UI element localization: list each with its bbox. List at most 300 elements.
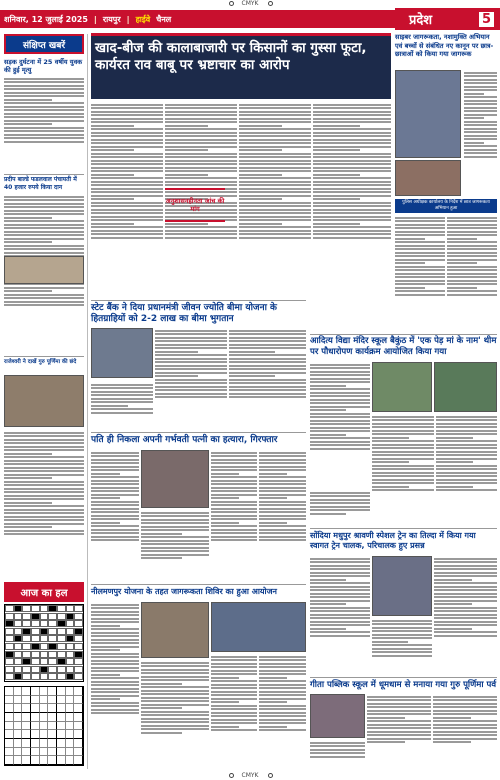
text-line [310, 624, 370, 626]
text-line [91, 139, 163, 141]
sudoku-cell [14, 704, 23, 713]
sudoku-cell [14, 730, 23, 739]
text-line [436, 447, 497, 449]
sudoku-cell [31, 730, 40, 739]
sudoku-cell [66, 756, 75, 765]
text-line [259, 511, 306, 513]
text-line [447, 273, 497, 275]
text-line [372, 651, 432, 653]
text-line [239, 237, 311, 239]
text-line [259, 670, 306, 672]
text-line [313, 191, 391, 193]
text-line [141, 665, 209, 667]
text-line [395, 283, 445, 285]
text-line [239, 107, 311, 109]
text-line [367, 734, 431, 736]
story-4-col-3 [211, 450, 257, 580]
brief-title-box [4, 34, 84, 54]
text-line [464, 138, 497, 140]
text-line [464, 107, 497, 109]
text-line [372, 447, 434, 449]
sudoku-cell [57, 748, 66, 757]
text-line [4, 470, 84, 472]
story-7-photo [310, 694, 365, 738]
story-6-col-4 [259, 654, 306, 766]
text-line [259, 729, 306, 731]
text-line [310, 448, 370, 450]
text-line [4, 248, 84, 250]
text-line [91, 628, 139, 630]
story-7-col-1 [310, 740, 365, 766]
text-line [259, 705, 306, 707]
text-line [165, 118, 237, 120]
text-line [4, 304, 84, 306]
right-top-headline: साइबर जागरूकता, नशामुक्ति अभियान एवं बच्चों से संबंधित नए कानून पर छात्र-छात्राओं को किया गया जागरूक [395, 33, 494, 58]
text-line [259, 659, 306, 661]
text-line [259, 518, 306, 520]
text-line [464, 110, 497, 112]
text-line [239, 170, 311, 172]
text-line [239, 233, 311, 235]
sudoku-cell [66, 722, 75, 731]
text-line [91, 660, 139, 662]
text-line [165, 160, 237, 162]
text-line [395, 234, 445, 236]
text-line [229, 330, 306, 332]
text-line [313, 107, 391, 109]
text-line [313, 198, 360, 200]
text-line [91, 121, 163, 123]
text-line [313, 167, 391, 169]
sudoku-cell [74, 704, 83, 713]
sudoku-cell [31, 722, 40, 731]
text-line [433, 696, 497, 698]
story-6-photo-2 [211, 602, 306, 652]
text-line [259, 698, 306, 700]
registration-mark [268, 773, 273, 778]
text-line [372, 489, 434, 491]
text-line [165, 111, 237, 113]
sudoku-cell [74, 713, 83, 722]
text-line [211, 525, 257, 527]
text-line [434, 593, 497, 595]
text-line [4, 290, 52, 292]
text-line [464, 117, 484, 119]
text-line [4, 137, 84, 139]
text-line [91, 469, 139, 471]
text-line [155, 379, 227, 381]
text-line [91, 118, 163, 120]
text-line [91, 522, 120, 524]
text-line [433, 720, 497, 722]
text-line [259, 487, 306, 489]
text-line [141, 526, 209, 528]
text-line [313, 202, 391, 204]
text-line [91, 677, 139, 679]
text-line [4, 106, 84, 108]
text-line [4, 463, 84, 465]
text-line [229, 379, 306, 381]
text-line [434, 631, 497, 633]
text-line [155, 396, 227, 398]
text-line [464, 114, 497, 116]
text-line [259, 532, 306, 534]
text-line [91, 459, 139, 461]
text-line [211, 677, 239, 679]
text-line [372, 648, 432, 650]
text-line [211, 708, 257, 710]
text-line [372, 440, 434, 442]
text-line [464, 121, 497, 123]
text-line [367, 717, 405, 719]
text-line [229, 368, 306, 370]
text-line [91, 455, 139, 457]
text-line [211, 532, 257, 534]
divider [310, 677, 497, 678]
text-line [395, 287, 425, 289]
text-line [433, 741, 471, 743]
text-line [239, 139, 311, 141]
text-line [313, 195, 391, 197]
text-line [313, 233, 391, 235]
text-line [229, 333, 306, 335]
text-line [91, 394, 153, 396]
text-line [239, 191, 311, 193]
text-line [91, 163, 163, 165]
text-line [313, 177, 391, 179]
text-line [464, 103, 497, 105]
text-line [313, 121, 391, 123]
text-line [464, 100, 497, 102]
text-line [372, 437, 409, 439]
text-line [434, 579, 472, 581]
text-line [4, 488, 84, 490]
text-line [91, 539, 139, 541]
text-line [259, 691, 306, 693]
text-line [310, 752, 365, 754]
text-line [313, 205, 391, 207]
text-line [239, 132, 311, 134]
story-3-photo-1 [372, 362, 432, 412]
text-line [259, 694, 306, 696]
text-line [91, 184, 163, 186]
text-line [229, 354, 306, 356]
text-line [310, 617, 370, 619]
text-line [259, 719, 306, 721]
text-line [4, 234, 84, 236]
brief-3-photo [4, 375, 84, 427]
sudoku-cell [66, 713, 75, 722]
text-line [434, 600, 497, 602]
text-line [4, 252, 84, 254]
section-tab [395, 8, 500, 30]
text-line [434, 624, 497, 626]
text-line [211, 666, 257, 668]
text-line [91, 497, 120, 499]
text-line [91, 384, 153, 386]
text-line [310, 406, 370, 408]
text-line [259, 687, 306, 689]
text-line [155, 386, 227, 388]
sudoku-grid [4, 686, 84, 766]
text-line [229, 337, 306, 339]
sudoku-cell [14, 739, 23, 748]
sudoku-cell [5, 704, 14, 713]
text-line [310, 409, 346, 411]
text-line [239, 184, 311, 186]
text-line [367, 720, 431, 722]
text-line [313, 223, 360, 225]
text-line [367, 696, 431, 698]
masthead-date: शनिवार, 12 जुलाई 2025 [4, 14, 88, 24]
story-3-photo-2 [434, 362, 497, 412]
text-line [313, 160, 391, 162]
text-line [259, 473, 287, 475]
text-line [165, 163, 237, 165]
text-line [436, 451, 497, 453]
text-line [310, 509, 370, 511]
text-line [4, 435, 84, 437]
text-line [259, 677, 287, 679]
text-line [259, 480, 306, 482]
text-line [310, 495, 370, 497]
text-line [141, 704, 209, 706]
text-line [4, 526, 52, 528]
main-headline: खाद-बीज की कालाबाजारी पर किसानों का गुस्सा फूटा, कार्यरत राव बाबू पर भ्रष्टाचार का आरोप [95, 40, 367, 73]
text-line [165, 237, 237, 239]
story-7-col-3 [433, 694, 497, 766]
text-line [436, 482, 497, 484]
text-line [91, 653, 139, 655]
text-line [239, 212, 311, 214]
text-line [239, 230, 311, 232]
text-line [91, 663, 139, 665]
text-line [313, 142, 391, 144]
text-line [372, 426, 434, 428]
text-line [141, 540, 209, 542]
text-line [91, 695, 139, 697]
text-line [310, 565, 370, 567]
text-line [91, 705, 139, 707]
text-line [313, 118, 391, 120]
text-line [141, 515, 209, 517]
text-line [313, 111, 391, 113]
puzzle-title-box [4, 582, 84, 602]
masthead-city: रायपुर [102, 14, 121, 24]
text-line [141, 693, 209, 695]
text-line [141, 732, 182, 734]
text-line [395, 259, 445, 261]
text-line [259, 673, 306, 675]
text-line [259, 476, 306, 478]
story-3-headline: आदित्य विद्या मंदिर स्कूल बैकुंठ में 'एक पेड़ मां के नाम' थीम पर पौधारोपण कार्यक्रम आयोजित किया गया [310, 336, 497, 357]
text-line [310, 582, 370, 584]
text-line [91, 684, 139, 686]
text-line [211, 476, 257, 478]
text-line [4, 439, 84, 441]
text-line [310, 635, 370, 637]
column-rule [87, 34, 88, 769]
text-line [91, 508, 139, 510]
text-line [165, 142, 237, 144]
text-line [372, 465, 434, 467]
text-line [211, 497, 239, 499]
text-line [91, 226, 163, 228]
text-line [229, 347, 306, 349]
sudoku-cell [57, 730, 66, 739]
text-line [91, 170, 163, 172]
text-line [91, 233, 163, 235]
text-line [155, 333, 227, 335]
text-line [259, 469, 306, 471]
text-line [395, 231, 445, 233]
text-line [310, 607, 370, 609]
brief-1-body [4, 76, 84, 172]
text-line [239, 125, 282, 127]
text-line [239, 226, 311, 228]
text-line [165, 146, 237, 148]
text-line [259, 663, 306, 665]
main-story-col-3 [239, 102, 311, 298]
text-line [91, 480, 139, 482]
text-line [395, 238, 425, 240]
sudoku-cell [31, 687, 40, 696]
text-line [239, 104, 311, 106]
text-line [310, 416, 370, 418]
brief-1-headline: सड़क दुर्घटना में 25 वर्षीय युवक की हुई मृत्यु [4, 58, 83, 74]
text-line [313, 170, 391, 172]
text-line [434, 558, 497, 560]
text-line [211, 673, 257, 675]
text-line [259, 536, 306, 538]
text-line [447, 245, 497, 247]
sudoku-cell [66, 739, 75, 748]
text-line [91, 607, 139, 609]
text-line [395, 245, 445, 247]
text-line [91, 473, 120, 475]
text-line [239, 111, 311, 113]
text-line [259, 701, 287, 703]
text-line [436, 433, 497, 435]
text-line [313, 163, 391, 165]
sudoku-cell [22, 713, 31, 722]
text-line [259, 462, 306, 464]
text-line [211, 539, 257, 541]
text-line [91, 174, 134, 176]
text-line [165, 167, 237, 169]
text-line [165, 233, 237, 235]
text-line [229, 396, 306, 398]
text-line [372, 641, 408, 643]
text-line [4, 78, 84, 80]
text-line [211, 698, 257, 700]
text-line [141, 683, 182, 685]
text-line [165, 135, 237, 137]
text-line [259, 712, 306, 714]
text-line [447, 255, 497, 257]
text-line [464, 152, 497, 154]
text-line [395, 217, 445, 219]
text-line [436, 430, 497, 432]
text-line [91, 188, 163, 190]
text-line [91, 111, 163, 113]
text-line [4, 449, 84, 451]
text-line [165, 184, 237, 186]
text-line [229, 358, 306, 360]
text-line [141, 662, 209, 664]
text-line [91, 149, 134, 151]
text-line [165, 121, 237, 123]
text-line [372, 458, 434, 460]
sudoku-cell [5, 696, 14, 705]
text-line [310, 589, 370, 591]
text-line [229, 386, 306, 388]
text-line [155, 389, 227, 391]
story-5-col-1 [310, 556, 370, 674]
text-line [91, 504, 139, 506]
right-top-photo-1 [395, 70, 461, 158]
story-3-col-3 [436, 414, 497, 526]
text-line [91, 412, 153, 414]
text-line [4, 88, 84, 90]
text-line [4, 432, 84, 434]
text-line [310, 399, 370, 401]
text-line [372, 630, 432, 632]
text-line [165, 177, 237, 179]
text-line [229, 361, 306, 363]
text-line [313, 135, 391, 137]
text-line [464, 72, 497, 74]
text-line [447, 266, 497, 268]
text-line [165, 107, 237, 109]
sudoku-cell [57, 687, 66, 696]
text-line [141, 519, 209, 521]
text-line [91, 476, 139, 478]
text-line [91, 621, 139, 623]
story-5-col-2 [372, 618, 432, 674]
text-line [165, 149, 208, 151]
text-line [211, 684, 257, 686]
text-line [372, 461, 409, 463]
text-line [372, 433, 434, 435]
text-line [91, 611, 139, 613]
text-line [155, 372, 227, 374]
text-line [310, 420, 370, 422]
text-line [155, 330, 227, 332]
text-line [310, 423, 370, 425]
sudoku-cell [31, 756, 40, 765]
sudoku-cell [48, 756, 57, 765]
story-6-photo-1 [141, 602, 209, 658]
text-line [141, 672, 209, 674]
text-line [395, 252, 445, 254]
text-line [313, 226, 391, 228]
text-line [4, 206, 84, 208]
text-line [259, 525, 306, 527]
text-line [91, 219, 163, 221]
text-line [4, 484, 84, 486]
text-line [211, 508, 257, 510]
text-line [464, 79, 497, 81]
text-line [395, 294, 445, 296]
text-line [4, 477, 52, 479]
text-line [91, 405, 128, 407]
text-line [91, 674, 120, 676]
text-line [367, 738, 431, 740]
text-line [239, 142, 311, 144]
text-line [91, 230, 163, 232]
text-line [372, 430, 434, 432]
